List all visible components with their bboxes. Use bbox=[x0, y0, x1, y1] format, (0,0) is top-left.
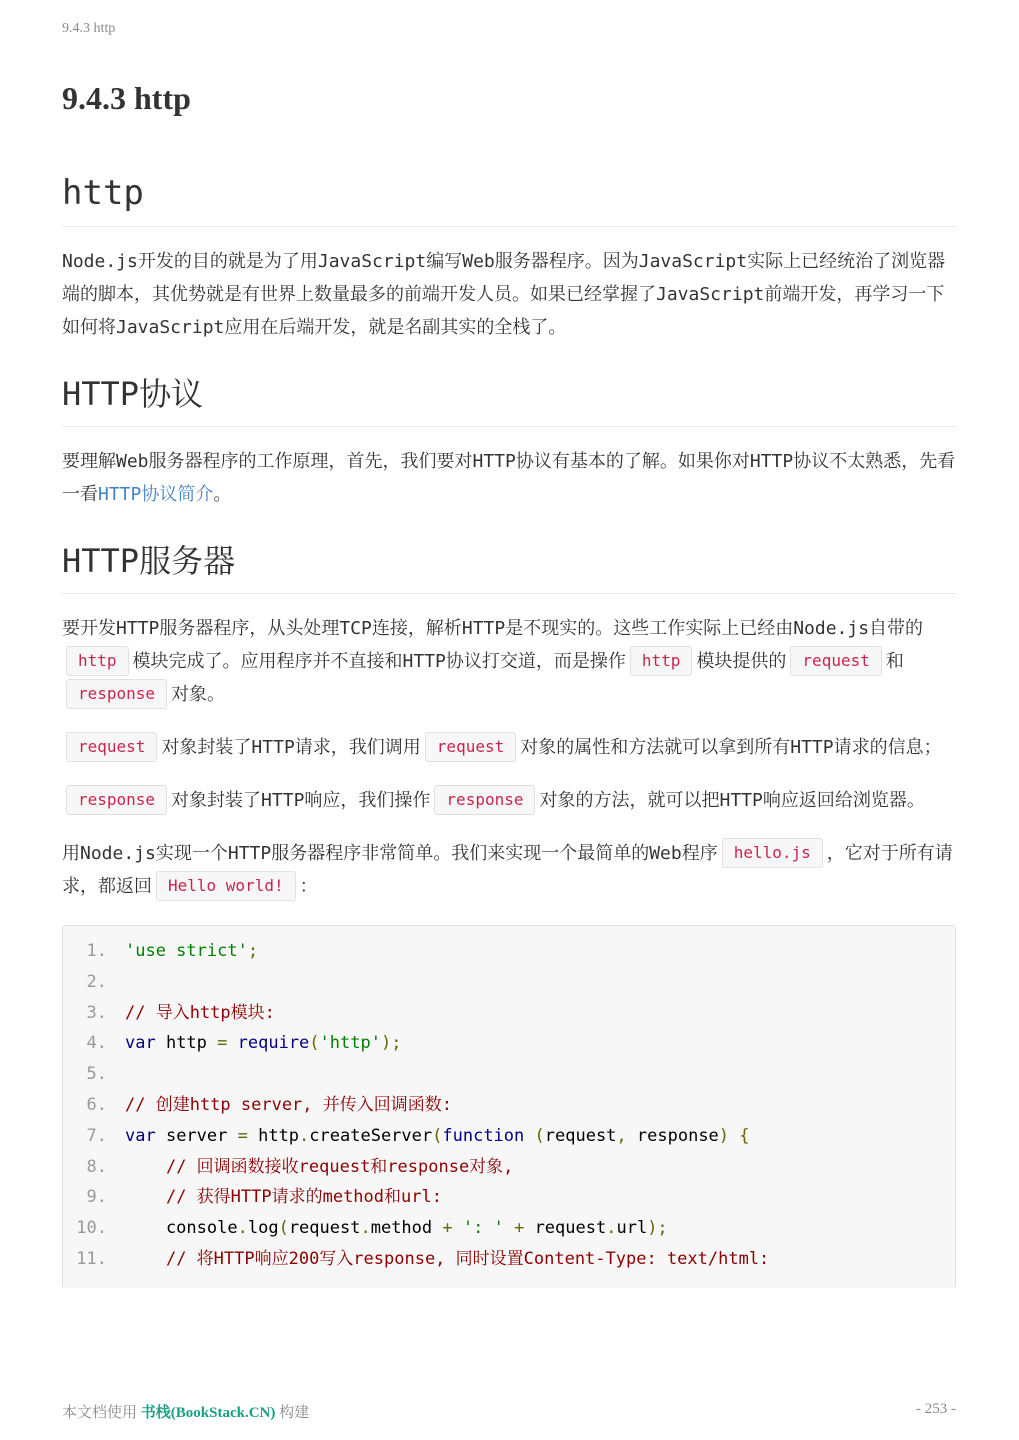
paragraph-text: 和 bbox=[885, 651, 904, 672]
chapter-title: 9.4.3 http bbox=[62, 80, 191, 116]
paragraph-text: ： bbox=[299, 876, 318, 897]
code-line bbox=[63, 1121, 955, 1152]
line-number: 10. bbox=[76, 1218, 107, 1239]
code-line bbox=[63, 998, 955, 1029]
code-text bbox=[125, 1090, 452, 1121]
code-line bbox=[63, 967, 955, 998]
paragraph-text: 用Node.js实现一个HTTP服务器程序非常简单。我们来实现一个最简单的Web程序 bbox=[62, 843, 718, 864]
heading-http: http bbox=[62, 170, 956, 227]
running-header: 9.4.3 http bbox=[62, 21, 116, 36]
code-token: http bbox=[155, 1033, 218, 1054]
code-token: ( bbox=[309, 1033, 320, 1054]
inline-code: http bbox=[630, 646, 693, 676]
inline-code: hello.js bbox=[722, 838, 823, 868]
code-token: ( bbox=[534, 1125, 545, 1146]
code-token bbox=[125, 1187, 166, 1207]
line-number: 2. bbox=[86, 971, 107, 992]
code-token: // 回调函数接收request和response对象, bbox=[165, 1156, 514, 1177]
paragraph-text: 要理解Web服务器程序的工作原理，首先，我们要对HTTP协议有基本的了解。如果你对HTTP协议不太熟悉，先看一看 bbox=[62, 451, 956, 505]
code-token bbox=[504, 1218, 514, 1238]
inline-code: response bbox=[66, 785, 167, 815]
paragraph-text: 对象封装了HTTP请求，我们调用 bbox=[161, 737, 421, 758]
code-token: request bbox=[544, 1125, 617, 1146]
line-number: 9. bbox=[86, 1187, 107, 1208]
code-block bbox=[62, 925, 956, 1288]
paragraph-text: 对象封装了HTTP响应，我们操作 bbox=[171, 790, 431, 811]
code-token: // 创建http server, 并传入回调函数: bbox=[125, 1094, 452, 1115]
footer-text: 构建 bbox=[279, 1405, 310, 1421]
code-token: . bbox=[237, 1218, 248, 1239]
code-token: var bbox=[125, 1125, 156, 1146]
line-number: 11. bbox=[76, 1248, 107, 1269]
heading-http-protocol: HTTP协议 bbox=[62, 372, 956, 427]
paragraph-text: 要开发HTTP服务器程序，从头处理TCP连接，解析HTTP是不现实的。这些工作实际上已经由Node.js自带的 bbox=[62, 618, 924, 639]
paragraph-text: ，它对于所有请求，都返回 bbox=[62, 843, 953, 897]
line-number: 8. bbox=[86, 1156, 107, 1177]
code-text bbox=[125, 1182, 442, 1213]
inline-code: request bbox=[790, 646, 881, 676]
inline-code: request bbox=[425, 732, 516, 762]
line-number: 1. bbox=[86, 941, 107, 961]
code-line bbox=[63, 1244, 955, 1275]
inline-code: response bbox=[434, 785, 535, 815]
code-text bbox=[125, 1121, 750, 1152]
paragraph-server-1 bbox=[62, 612, 956, 711]
code-token: ) bbox=[718, 1125, 730, 1146]
inline-code: request bbox=[66, 732, 157, 762]
code-token: // 将HTTP响应200写入response, 同时设置Content-Type: text/html: bbox=[165, 1248, 770, 1269]
code-line bbox=[63, 1213, 955, 1244]
code-text bbox=[125, 998, 275, 1029]
code-token: 'use strict' bbox=[125, 941, 248, 961]
code-token: server bbox=[155, 1125, 238, 1146]
code-token: request bbox=[524, 1218, 607, 1239]
code-token: = bbox=[237, 1125, 248, 1146]
paragraph-protocol bbox=[62, 445, 956, 511]
code-line bbox=[63, 1059, 955, 1090]
code-token: ( bbox=[432, 1125, 443, 1146]
code-line bbox=[63, 1152, 955, 1183]
code-line bbox=[63, 1090, 955, 1121]
footer-credit bbox=[62, 1401, 309, 1422]
code-text bbox=[125, 1244, 769, 1275]
code-text bbox=[125, 1213, 668, 1244]
code-token: // 导入http模块: bbox=[125, 1002, 275, 1023]
code-text bbox=[125, 1152, 513, 1183]
code-token: { bbox=[739, 1125, 750, 1146]
bookstack-brand-link[interactable]: 书栈(BookStack.CN) bbox=[140, 1405, 276, 1421]
page-number: - 253 - bbox=[916, 1401, 956, 1417]
line-number: 7. bbox=[86, 1125, 107, 1146]
paragraph-text: 对象的属性和方法就可以拿到所有HTTP请求的信息； bbox=[520, 737, 942, 758]
paragraph-text: 模块提供的 bbox=[696, 651, 787, 672]
code-token: console bbox=[125, 1218, 238, 1239]
code-token bbox=[227, 1033, 237, 1053]
footer-text: 本文档使用 bbox=[62, 1405, 138, 1421]
heading-http-server: HTTP服务器 bbox=[62, 539, 956, 594]
paragraph-text: 模块完成了。应用程序并不直接和HTTP协议打交道，而是操作 bbox=[132, 651, 626, 672]
code-line bbox=[63, 936, 955, 967]
article-content bbox=[62, 170, 956, 1288]
code-token: require bbox=[237, 1033, 310, 1054]
paragraph-intro: Node.js开发的目的就是为了用JavaScript编写Web服务器程序。因为JavaScript实际上已经统治了浏览器端的脚本，其优势就是有世界上数量最多的前端开发人员。如果已经掌握了JavaScript前端开发，再学习一下如何将JavaScript应用在后端开发，就是名副其实的全栈了。 bbox=[62, 251, 946, 338]
code-token: ); bbox=[647, 1218, 668, 1239]
code-token: , bbox=[616, 1125, 627, 1146]
code-token: . bbox=[360, 1218, 371, 1239]
paragraph-server-4 bbox=[62, 837, 956, 903]
line-number: 5. bbox=[86, 1064, 107, 1085]
code-line bbox=[63, 1028, 955, 1059]
code-token: createServer bbox=[309, 1125, 433, 1146]
code-token: . bbox=[606, 1218, 617, 1239]
code-token: ': ' bbox=[462, 1218, 504, 1239]
code-token bbox=[729, 1126, 739, 1146]
code-token: // 获得HTTP请求的method和url: bbox=[165, 1187, 442, 1208]
http-protocol-intro-link[interactable]: HTTP协议简介 bbox=[98, 484, 214, 505]
line-number: 3. bbox=[86, 1002, 107, 1023]
code-token: response bbox=[626, 1125, 719, 1146]
code-token: + bbox=[514, 1218, 525, 1239]
inline-code: Hello world! bbox=[156, 871, 296, 901]
code-token: function bbox=[442, 1125, 525, 1146]
code-token: ); bbox=[380, 1033, 402, 1054]
paragraph-text: 对象。 bbox=[171, 684, 226, 705]
code-token: url bbox=[616, 1218, 648, 1239]
inline-code: http bbox=[66, 646, 129, 676]
code-token: + bbox=[442, 1218, 453, 1239]
inline-code: response bbox=[66, 679, 167, 709]
paragraph-server-3 bbox=[62, 784, 956, 817]
code-text bbox=[125, 936, 258, 967]
code-token: var bbox=[125, 1033, 156, 1054]
code-token bbox=[125, 1249, 166, 1269]
code-token: log bbox=[247, 1218, 279, 1239]
code-token: http bbox=[247, 1125, 300, 1146]
code-line bbox=[63, 1182, 955, 1213]
line-number: 6. bbox=[86, 1094, 107, 1115]
code-text bbox=[125, 1028, 401, 1059]
code-token: method bbox=[370, 1218, 443, 1239]
code-token: . bbox=[299, 1125, 310, 1146]
code-token: ; bbox=[247, 941, 259, 961]
code-token: ( bbox=[278, 1218, 289, 1239]
line-number: 4. bbox=[86, 1033, 107, 1054]
paragraph-text: 对象的方法，就可以把HTTP响应返回给浏览器。 bbox=[539, 790, 925, 811]
code-token: 'http' bbox=[319, 1033, 381, 1054]
paragraph-text: 。 bbox=[213, 484, 232, 505]
code-token bbox=[125, 1157, 166, 1177]
code-token: = bbox=[217, 1033, 228, 1054]
paragraph-server-2 bbox=[62, 731, 956, 764]
code-token bbox=[453, 1218, 463, 1238]
code-token: request bbox=[288, 1218, 361, 1239]
code-token bbox=[524, 1126, 534, 1146]
